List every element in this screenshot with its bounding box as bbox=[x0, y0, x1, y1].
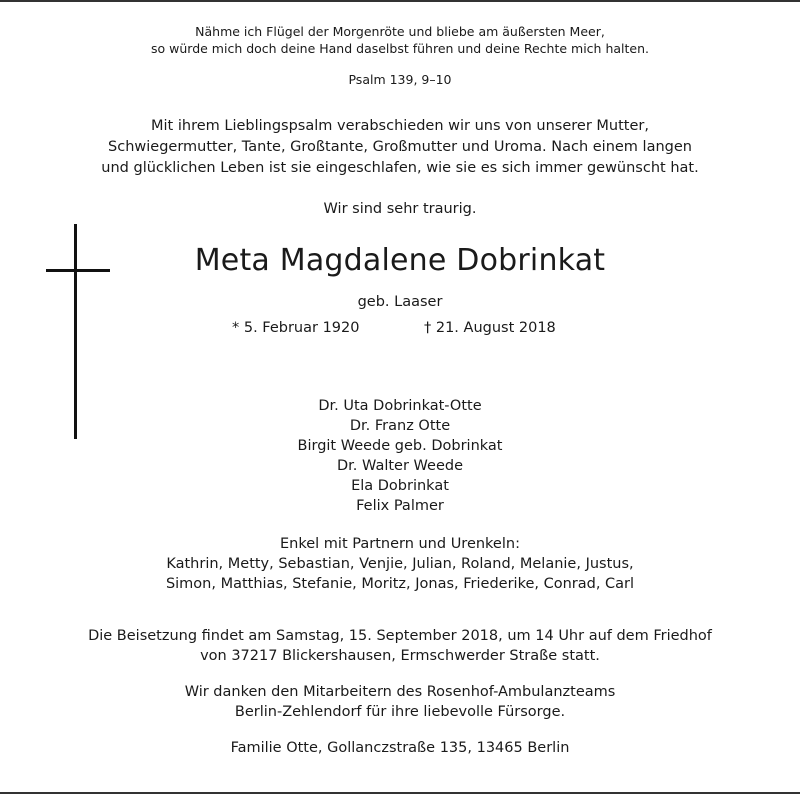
grandchildren-line-1: Kathrin, Metty, Sebastian, Venjie, Julian, Roland, Melanie, Justus, bbox=[166, 556, 634, 572]
epigraph-line-1: Nähme ich Flügel der Morgenröte und bliebe am äußersten Meer, bbox=[195, 24, 605, 39]
thanks-line-2: Berlin-Zehlendorf für ihre liebevolle Fürsorge. bbox=[234, 704, 566, 720]
family-member: Ela Dobrinkat bbox=[351, 478, 449, 494]
intro-line-2: Schwiegermutter, Tante, Großtante, Großmutter und Uroma. Nach einem langen bbox=[108, 139, 692, 155]
family-address: Familie Otte, Gollanczstraße 135, 13465 Berlin bbox=[230, 740, 570, 756]
family-member: Dr. Uta Dobrinkat-Otte bbox=[318, 398, 482, 414]
deceased-name: Meta Magdalene Dobrinkat bbox=[194, 243, 606, 278]
epigraph-line-2: so würde mich doch deine Hand daselbst führen und deine Rechte mich halten. bbox=[151, 41, 649, 56]
intro-sad: Wir sind sehr traurig. bbox=[323, 201, 477, 217]
intro-line-3: und glücklichen Leben ist sie eingeschlafen, wie sie es sich immer gewünscht hat. bbox=[101, 160, 699, 176]
grandchildren-heading: Enkel mit Partnern und Urenkeln: bbox=[280, 536, 520, 552]
family-member: Dr. Walter Weede bbox=[337, 458, 463, 474]
funeral-line-1: Die Beisetzung findet am Samstag, 15. September 2018, um 14 Uhr auf dem Friedhof bbox=[88, 628, 712, 644]
thanks-line-1: Wir danken den Mitarbeitern des Rosenhof-Ambulanzteams bbox=[184, 684, 616, 700]
family-member: Birgit Weede geb. Dobrinkat bbox=[297, 438, 503, 454]
funeral-line-2: von 37217 Blickershausen, Ermschwerder Straße statt. bbox=[200, 648, 600, 664]
grandchildren-line-2: Simon, Matthias, Stefanie, Moritz, Jonas, Friederike, Conrad, Carl bbox=[165, 576, 635, 592]
birth-date: * 5. Februar 1920 bbox=[232, 320, 360, 336]
family-member: Felix Palmer bbox=[356, 498, 444, 514]
deceased-maiden-name: geb. Laaser bbox=[357, 294, 443, 310]
family-member: Dr. Franz Otte bbox=[349, 418, 451, 434]
intro-line-1: Mit ihrem Lieblingspsalm verabschieden wir uns von unserer Mutter, bbox=[151, 118, 649, 134]
epigraph-source: Psalm 139, 9–10 bbox=[348, 72, 452, 87]
death-date: † 21. August 2018 bbox=[424, 320, 556, 336]
